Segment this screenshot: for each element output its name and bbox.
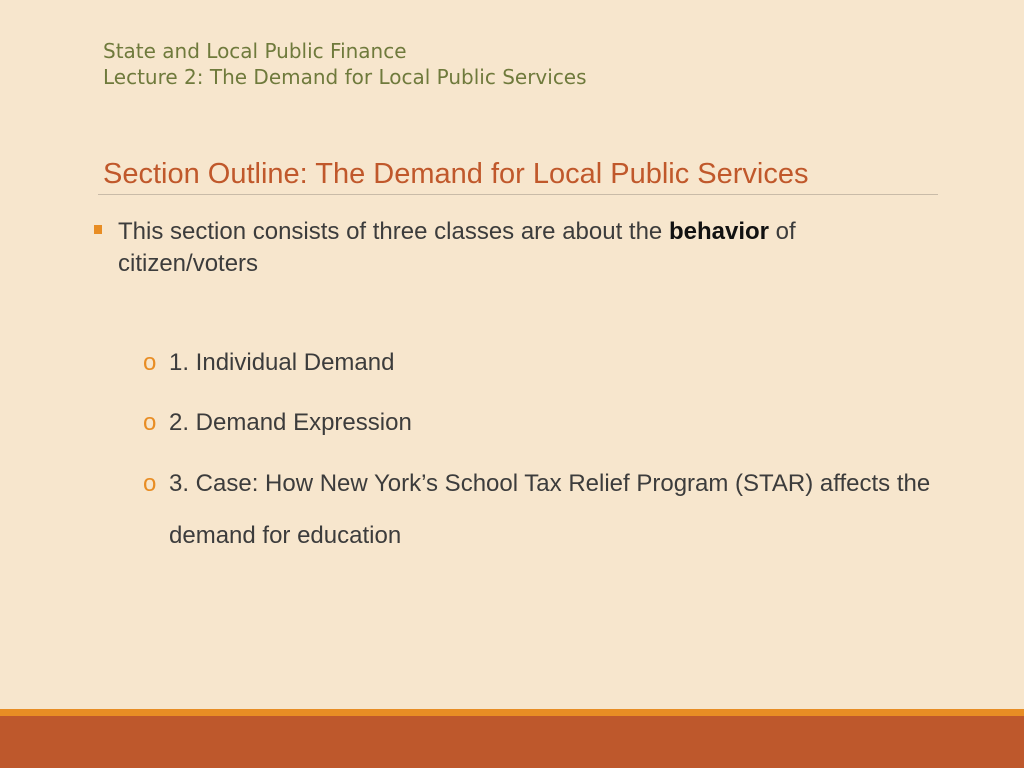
class-list <box>143 346 1003 588</box>
circle-bullet-icon: o <box>143 470 157 497</box>
class-item <box>143 458 1003 562</box>
lecture-title: Lecture 2: The Demand for Local Public Services <box>103 65 587 89</box>
behavior-emphasis: behavior <box>668 218 769 245</box>
class-item-label: 2. Demand Expression <box>169 409 412 436</box>
footer-band <box>0 716 1024 768</box>
main-bullet <box>94 216 914 280</box>
footer-accent-stripe <box>0 709 1024 716</box>
main-bullet-continuation: citizen/voters <box>118 250 259 277</box>
square-bullet-icon <box>94 225 102 234</box>
class-item <box>143 346 1003 380</box>
main-bullet-suffix: of <box>768 218 796 245</box>
section-title: Section Outline: The Demand for Local Public Services <box>103 158 809 190</box>
main-bullet-prefix: This section consists of three classes are about the <box>118 218 669 245</box>
class-item-label: 3. Case: How New York’s School Tax Relief Program (STAR) affects the demand for education <box>169 470 931 549</box>
slide-header <box>103 38 587 90</box>
circle-bullet-icon: o <box>143 349 157 376</box>
title-divider <box>98 194 938 195</box>
course-title: State and Local Public Finance <box>103 39 407 63</box>
circle-bullet-icon: o <box>143 409 157 436</box>
class-item <box>143 406 1003 440</box>
main-bullet-text <box>118 216 914 280</box>
class-item-label: 1. Individual Demand <box>169 349 395 376</box>
